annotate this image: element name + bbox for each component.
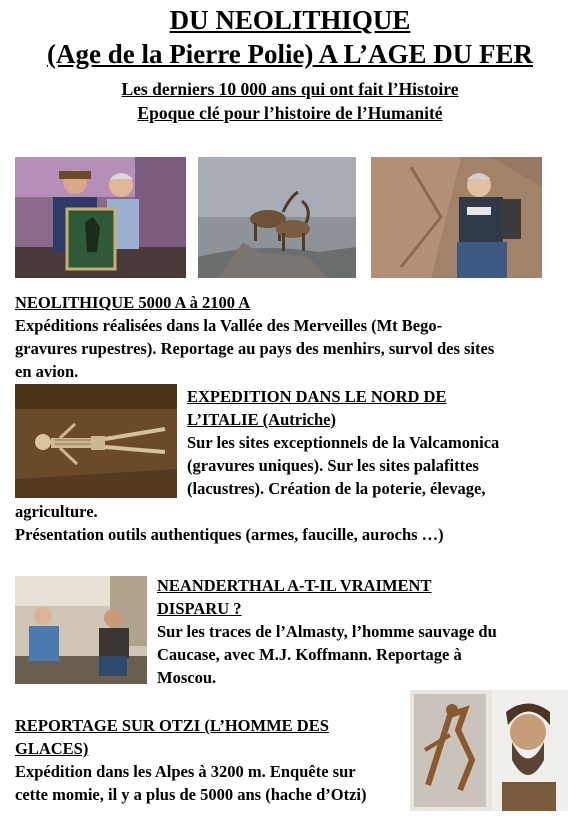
section-heading-italie-line1: EXPEDITION DANS LE NORD DE xyxy=(187,387,447,406)
neanderthal-text-line2: Caucase, avec M.J. Koffmann. Reportage à xyxy=(157,645,462,664)
neolithique-text-line3: en avion. xyxy=(15,362,79,381)
section-heading-italie-line2: L’ITALIE (Autriche) xyxy=(187,410,336,429)
photo-interview-room xyxy=(15,576,147,684)
italie-text-line4: agriculture. xyxy=(15,502,98,521)
italie-text-line3: (lacustres). Création de la poterie, élevage, xyxy=(187,479,486,498)
section-heading-otzi-line2: GLACES) xyxy=(15,739,89,758)
main-title-line1: DU NEOLITHIQUE xyxy=(169,5,411,35)
photo-skeleton-excavation xyxy=(15,384,177,498)
section-heading-neolithique: NEOLITHIQUE 5000 A à 2100 A xyxy=(15,293,251,312)
photo-ibex-on-rock xyxy=(198,157,356,278)
italie-text-line1: Sur les sites exceptionnels de la Valcamonica xyxy=(187,433,500,452)
italie-text-line5: Présentation outils authentiques (armes, faucille, aurochs …) xyxy=(15,525,444,544)
subtitle-line2: Epoque clé pour l’histoire de l’Humanité xyxy=(137,103,443,123)
section-heading-otzi-line1: REPORTAGE SUR OTZI (L’HOMME DES xyxy=(15,716,329,735)
photo-couple-with-painting xyxy=(15,157,186,278)
neolithique-text-line1: Expéditions réalisées dans la Vallée des Merveilles (Mt Bego- xyxy=(15,316,443,335)
section-heading-neanderthal-line2: DISPARU ? xyxy=(157,599,242,618)
main-title-line2: (Age de la Pierre Polie) A L’AGE DU FER xyxy=(47,39,533,69)
section-heading-neanderthal-line1: NEANDERTHAL A-T-IL VRAIMENT xyxy=(157,576,432,595)
subtitle-line1: Les derniers 10 000 ans qui ont fait l’Histoire xyxy=(121,79,459,99)
neanderthal-text-line1: Sur les traces de l’Almasty, l’homme sauvage du xyxy=(157,622,497,641)
otzi-text-line2: cette momie, il y a plus de 5000 ans (hache d’Otzi) xyxy=(15,785,367,804)
otzi-text-line1: Expédition dans les Alpes à 3200 m. Enquête sur xyxy=(15,762,356,781)
photo-otzi-mummy-reconstruction xyxy=(410,690,568,811)
neolithique-text-line2: gravures rupestres). Reportage au pays des menhirs, survol des sites xyxy=(15,339,495,358)
neanderthal-text-line3: Moscou. xyxy=(157,668,217,687)
photo-man-on-rocks xyxy=(371,157,542,278)
italie-text-line2: (gravures uniques). Sur les sites palafittes xyxy=(187,456,479,475)
